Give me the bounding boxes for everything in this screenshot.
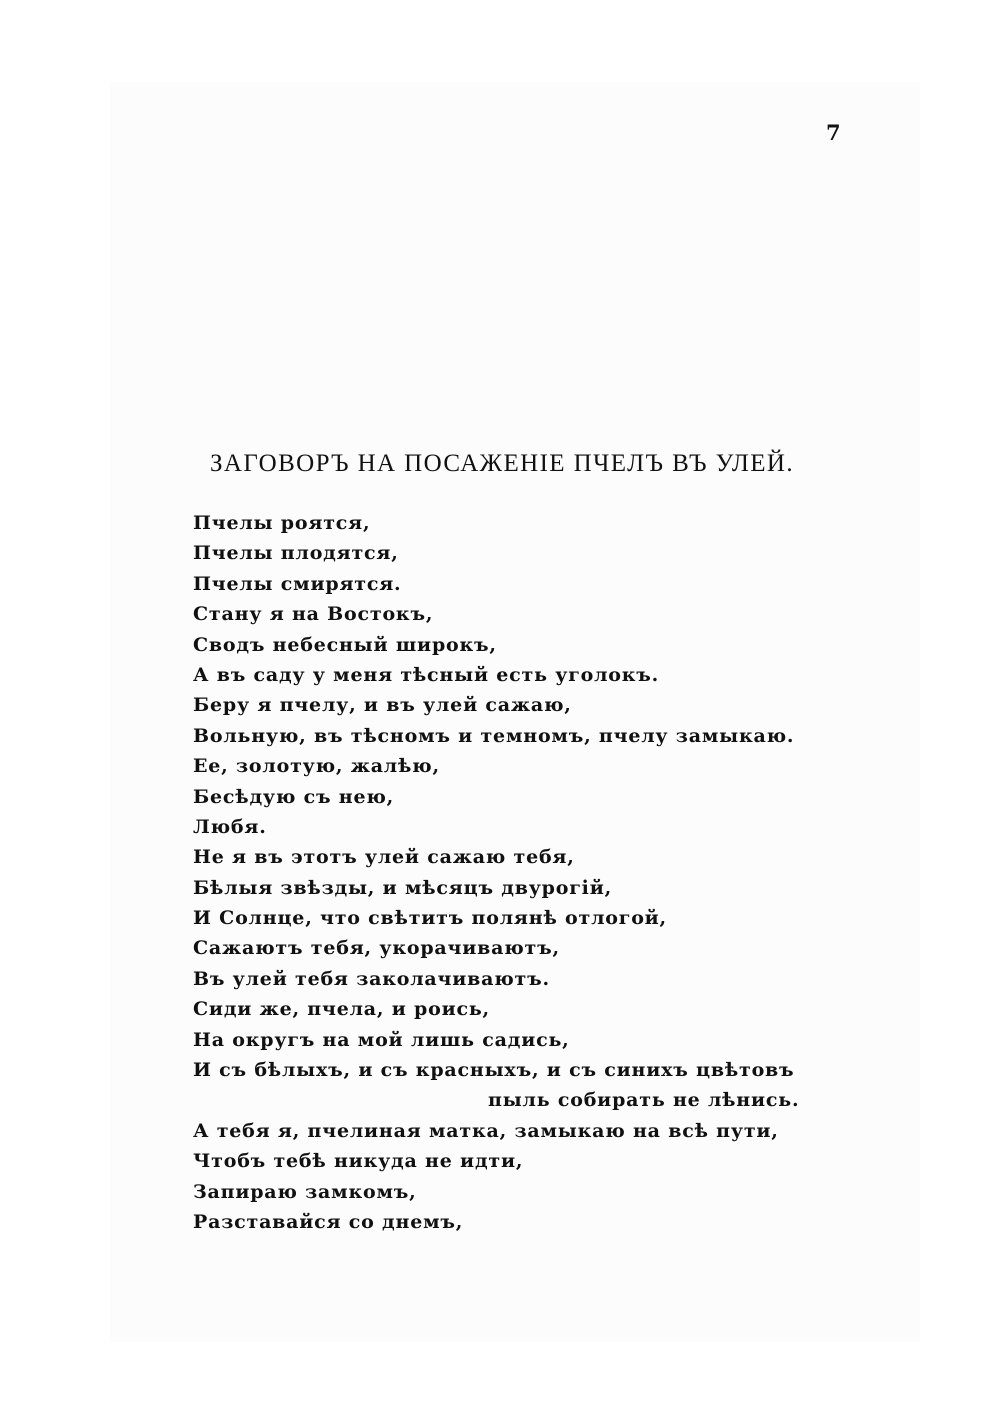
poem-line: И Солнце, что свѣтитъ полянѣ отлогой, [193,907,667,930]
poem-line: Пчелы роятся, [193,512,371,534]
poem-line: Стану я на Востокъ, [193,603,434,626]
poem-line: Разставайся со днемъ, [193,1210,464,1233]
poem-line: Беру я пчелу, и въ улей сажаю, [193,694,572,717]
poem-title: ЗАГОВОРЪ НА ПОСАЖЕНІЕ ПЧЕЛЪ ВЪ УЛЕЙ. [210,450,794,477]
poem-line: Въ улей тебя заколачиваютъ. [193,967,550,990]
page-number: 7 [826,120,841,145]
poem-line: Сиди же, пчела, и роись, [193,998,490,1021]
poem-line: На округъ на мой лишь садись, [193,1028,570,1051]
poem-line: Сводъ небесный широкъ, [193,633,497,656]
poem-line: Бесѣдую съ нею, [193,785,395,808]
poem-line: Любя. [193,815,267,838]
poem-line: Ее, золотую, жалѣю, [193,755,440,778]
poem-line: Запираю замкомъ, [193,1180,417,1203]
poem-line: Пчелы смирятся. [193,572,402,595]
poem-line: А въ саду у меня тѣсный есть уголокъ. [193,663,660,686]
poem-body [193,508,833,1237]
poem-line: Сажаютъ тебя, укорачиваютъ, [193,937,560,960]
poem-line: Бѣлыя звѣзды, и мѣсяцъ двурогій, [193,876,612,899]
poem-line: И съ бѣлыхъ, и съ красныхъ, и съ синихъ цвѣтовъ [193,1059,795,1082]
poem-line-continuation: пыль собирать не лѣнись. [488,1089,800,1112]
poem-line: А тебя я, пчелиная матка, замыкаю на всѣ пути, [193,1119,779,1142]
poem-line: Вольную, въ тѣсномъ и темномъ, пчелу замыкаю. [193,724,795,747]
poem-line: Чтобъ тебѣ никуда не идти, [193,1150,524,1173]
poem-line: Не я въ этотъ улей сажаю тебя, [193,846,575,869]
poem-line: Пчелы плодятся, [193,542,399,565]
